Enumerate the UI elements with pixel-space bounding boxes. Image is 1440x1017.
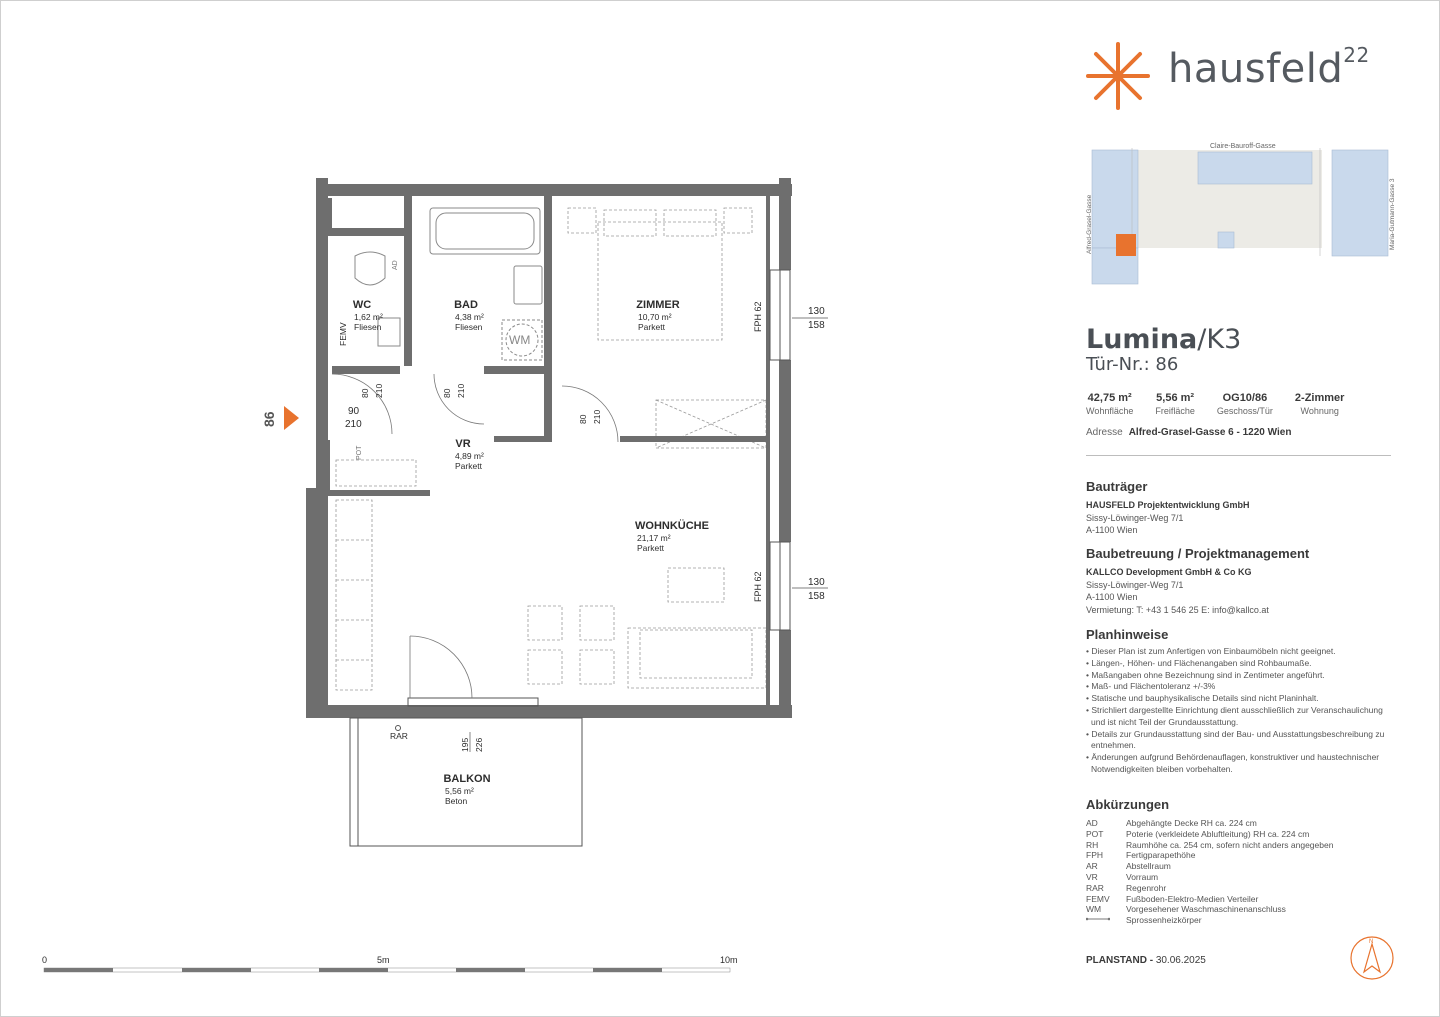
street-right: Maria-Gutmann-Gasse 3 xyxy=(1389,178,1396,250)
planstand: PLANSTAND - 30.06.2025 xyxy=(1086,955,1206,966)
brand-name: hausfeld$^{22}$ xyxy=(1168,42,1370,92)
win1-dim-b: 158 xyxy=(808,320,825,331)
scale-bar xyxy=(42,955,738,972)
door-swing-entry xyxy=(332,374,392,434)
abbr-heading: Abkürzungen xyxy=(1086,797,1170,812)
balcony-door xyxy=(408,698,538,706)
balkon-area: 5,56 m² xyxy=(445,786,474,796)
abbr-list: AD Abgehängte Decke RH ca. 224 cm POT Poterie (verkleidete Abluftleitung) RH ca. 224 cm RH Raumhöhe ca. 254 cm, sofern nicht anders angegeben FPH Fertigparapethöhe AR Abstellraum VR Vorraum RAR Regenrohr FEMV Fußboden-Elektro-Medien Verteiler WM Vorgesehener Waschmaschinenanschluss Sprossenheizkörper xyxy=(1086,818,1334,926)
balc-dim-b: 226 xyxy=(474,737,484,752)
wc-floor: Fliesen xyxy=(354,322,382,332)
street-left: Alfred-Grasel-Gasse xyxy=(1086,194,1093,254)
svg-text:N: N xyxy=(1369,939,1374,945)
bad-door-h: 210 xyxy=(456,383,466,398)
scale-0: 0 xyxy=(42,955,48,965)
wc-door-h: 210 xyxy=(374,383,384,398)
fph2-label: FPH 62 xyxy=(753,571,763,602)
win2-dim-a: 130 xyxy=(808,577,825,588)
rar-label: RAR xyxy=(390,731,408,741)
radiator-icon xyxy=(1086,915,1110,923)
vr-name: VR xyxy=(455,438,471,450)
management-heading: Baubetreuung / Projektmanagement xyxy=(1086,546,1310,561)
developer-heading: Bauträger xyxy=(1086,479,1148,494)
fph1-label: FPH 62 xyxy=(753,301,763,332)
scale-5m: 5m xyxy=(377,955,390,965)
vr-floor: Parkett xyxy=(455,461,482,471)
bathtub xyxy=(430,208,540,254)
stat-floor-door: OG10/86 Geschoss/Tür xyxy=(1216,392,1273,416)
femv-label: FEMV xyxy=(338,322,348,346)
wohnkueche-floor: Parkett xyxy=(637,543,664,553)
vr-area: 4,89 m² xyxy=(455,451,484,461)
divider xyxy=(1086,455,1391,456)
stats-row xyxy=(1086,392,1366,416)
wm-label: WM xyxy=(509,333,531,347)
stat-rooms: 2-Zimmer Wohnung xyxy=(1294,392,1345,416)
wohnkueche-area: 21,17 m² xyxy=(637,533,671,543)
ad-label: AD xyxy=(392,260,399,270)
zim-door-h: 210 xyxy=(592,409,602,424)
north-compass-icon xyxy=(1348,934,1396,982)
notes-heading: Planhinweise xyxy=(1086,627,1169,642)
bad-name: BAD xyxy=(454,299,478,311)
balkon-name: BALKON xyxy=(443,773,491,785)
zimmer-floor: Parkett xyxy=(638,322,665,332)
street-top: Claire-Bauroff-Gasse xyxy=(1210,143,1276,150)
scale-10m: 10m xyxy=(720,955,738,965)
wohnkueche-name: WOHNKÜCHE xyxy=(635,520,709,532)
pot-label: POT xyxy=(356,445,363,460)
bad-door-w: 80 xyxy=(442,388,452,398)
entry-dim-w: 90 xyxy=(348,406,360,417)
address: Adresse Alfred-Grasel-Gasse 6 - 1220 Wien xyxy=(1086,427,1292,438)
bad-floor: Fliesen xyxy=(455,322,483,332)
project-name: Lumina/K3 xyxy=(1086,324,1242,355)
win2-dim-b: 158 xyxy=(808,591,825,602)
balkon-floor: Beton xyxy=(445,796,468,806)
site-map xyxy=(1082,138,1402,290)
entry-dim-h: 210 xyxy=(345,419,362,430)
stat-living-area: 42,75 m² Wohnfläche xyxy=(1086,392,1134,416)
sofa-outline xyxy=(628,628,766,688)
entry-arrow-icon xyxy=(284,406,299,430)
sink xyxy=(514,266,542,304)
bad-area: 4,38 m² xyxy=(455,312,484,322)
balc-dim-a: 195 xyxy=(460,737,470,752)
wc-door-w: 80 xyxy=(360,388,370,398)
zim-door-w: 80 xyxy=(578,414,588,424)
stat-outdoor-area: 5,56 m² Freifläche xyxy=(1155,392,1195,416)
zimmer-name: ZIMMER xyxy=(636,299,680,311)
developer-info: HAUSFELD Projektentwicklung GmbH Sissy-Löwinger-Weg 7/1 A-1100 Wien xyxy=(1086,500,1250,535)
door-number: Tür-Nr.: 86 xyxy=(1086,354,1179,375)
win1-dim-a: 130 xyxy=(808,306,825,317)
entry-number: 86 xyxy=(261,411,277,427)
wc-name: WC xyxy=(352,299,372,311)
apartment-marker xyxy=(1116,234,1136,256)
kitchen-outline xyxy=(336,500,372,690)
management-info: KALLCO Development GmbH & Co KG Sissy-Löwinger-Weg 7/1 A-1100 Wien Vermietung: T: +43 1 546 25 E: info@kallco.at xyxy=(1086,567,1269,615)
zimmer-area: 10,70 m² xyxy=(638,312,672,322)
toilet xyxy=(355,252,385,285)
hausfeld-logo-icon xyxy=(1084,40,1154,112)
notes-list: • Dieser Plan ist zum Anfertigen von Einbaumöbeln nicht geeignet. • Längen-, Höhen- und Flächenangaben sind Rohbaumaße. • Maßangaben ohne Bezeichnung sind in Zentimeter angeführt. • Maß- und Flächentoleranz +/-3% • Statische und bauphysikalische Details sind nicht Planinhalt. • Strichliert dargestellte Einrichtung dient ausschließlich zur Veranschaulichung und ist nicht Teil der Grundausstattung. • Details zur Grundausstattung sind der Bau- und Ausstattungsbeschreibung zu entnehmen. • Änderungen aufgrund Behördenauflagen, konstruktiver und haustechnischer Notwendigkeiten bleiben vorbehalten. xyxy=(1086,646,1385,774)
wc-area: 1,62 m² xyxy=(354,312,383,322)
